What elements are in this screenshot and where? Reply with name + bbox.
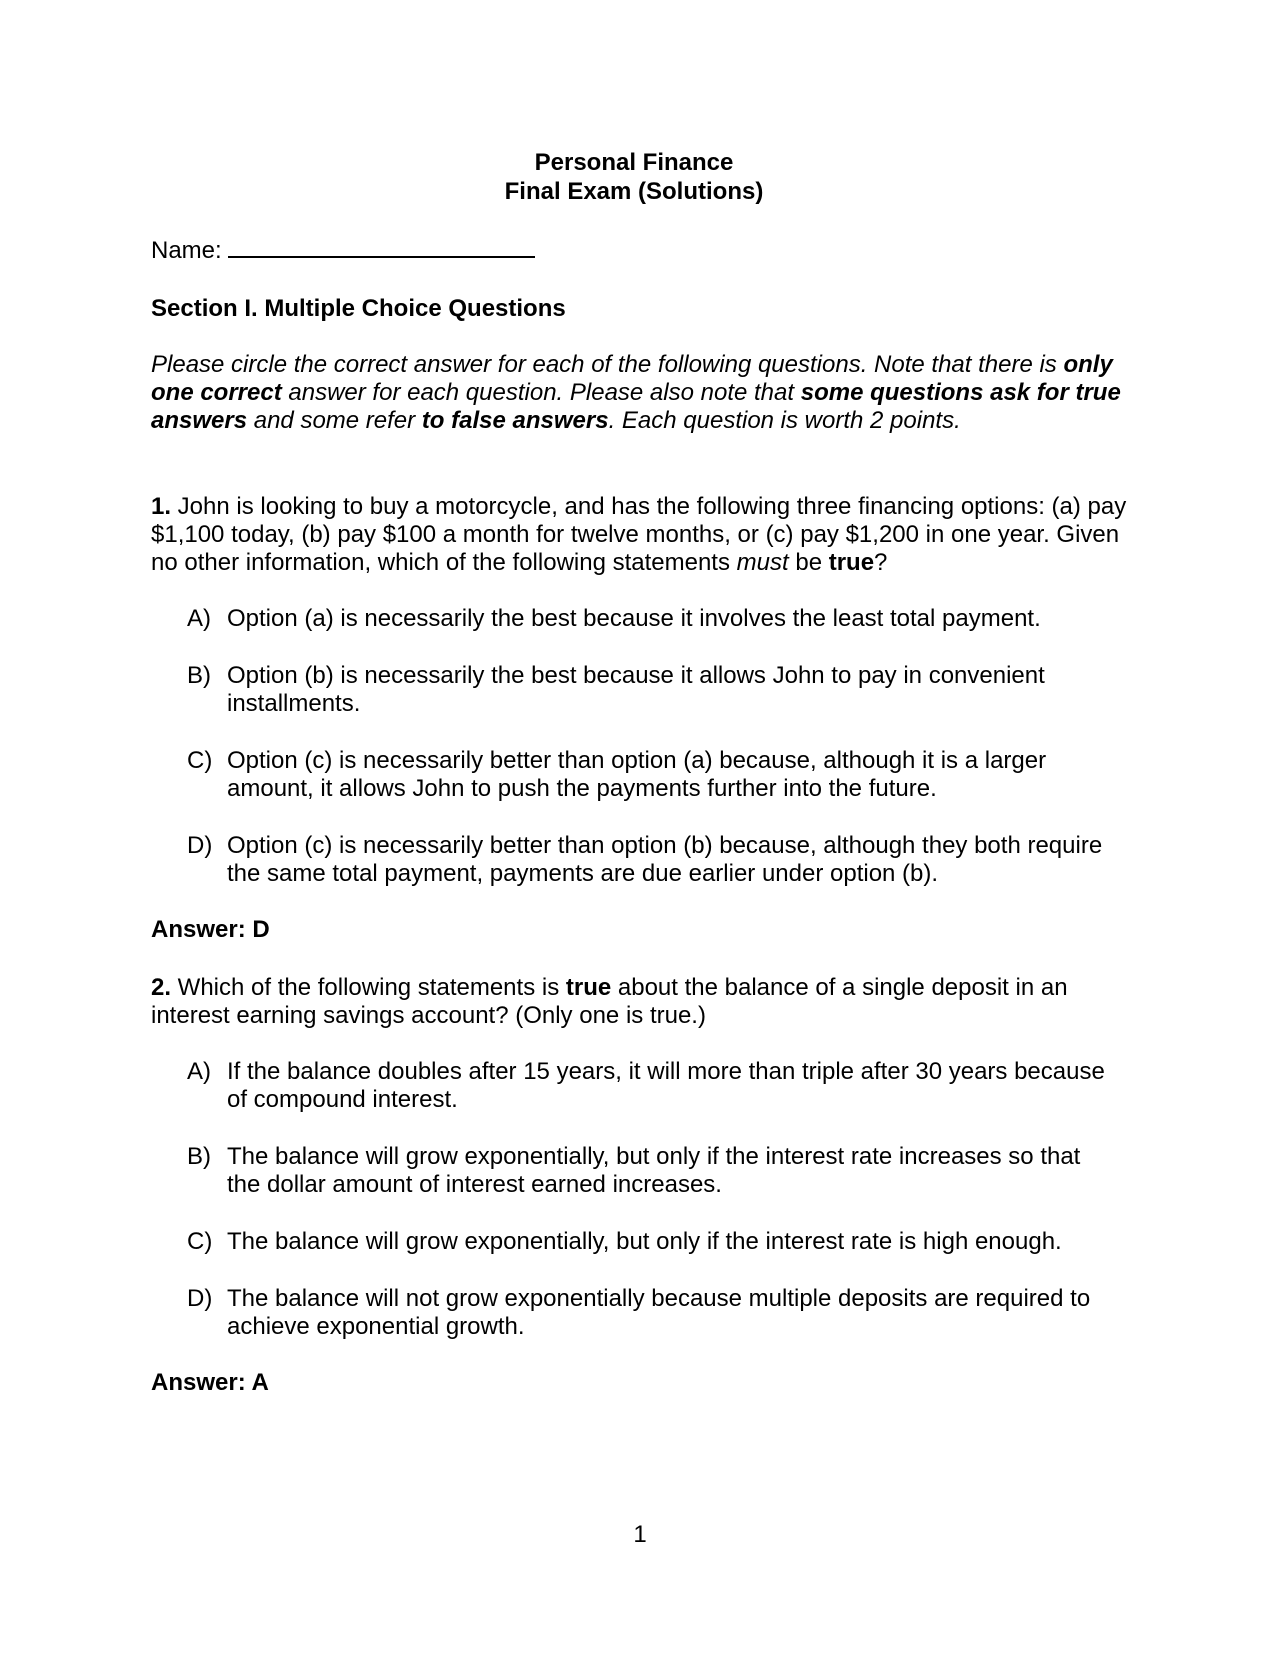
exam-page bbox=[151, 148, 1131, 1397]
instructions-emphasis: some questions ask for true answers bbox=[151, 379, 1121, 434]
name-row bbox=[151, 234, 1131, 265]
question-2-options bbox=[187, 1058, 1131, 1341]
option-letter: B) bbox=[187, 1143, 211, 1170]
option-c[interactable] bbox=[187, 1228, 1131, 1256]
option-letter: D) bbox=[187, 1285, 213, 1312]
option-text: Option (a) is necessarily the best because it involves the least total payment. bbox=[227, 605, 1041, 632]
answer-1: Answer: D bbox=[151, 916, 270, 943]
option-text: Option (c) is necessarily better than option (a) because, although it is a larger amount, it allows John to push the payments further into the future. bbox=[227, 747, 1047, 802]
answer-2: Answer: A bbox=[151, 1369, 269, 1396]
question-emphasis: must bbox=[736, 549, 789, 576]
question-emphasis: true bbox=[565, 974, 612, 1001]
question-text: be bbox=[788, 549, 829, 576]
question-text: John is looking to buy a motorcycle, and has the following three financing options: (a) pay $1,100 today, (b) pay $100 a month for twelve months, or (c) pay $1,200 in one year. Given no other information, which of the following statements bbox=[151, 493, 1127, 576]
question-1 bbox=[151, 493, 1131, 944]
option-letter: C) bbox=[187, 1228, 213, 1255]
page-number: 1 bbox=[633, 1521, 647, 1548]
name-blank-line bbox=[228, 234, 535, 258]
instructions-text: Please circle the correct answer for each of the following questions. Note that there is bbox=[151, 351, 1064, 378]
option-a[interactable] bbox=[187, 1058, 1131, 1114]
option-text: Option (c) is necessarily better than option (b) because, although they both require the same total payment, payments are due earlier under option (b). bbox=[227, 832, 1103, 887]
name-label: Name: bbox=[151, 237, 222, 264]
question-2 bbox=[151, 974, 1131, 1397]
instructions-emphasis: to false answers bbox=[421, 407, 609, 434]
question-1-options bbox=[187, 605, 1131, 888]
option-letter: C) bbox=[187, 747, 213, 774]
option-a[interactable] bbox=[187, 605, 1131, 633]
question-2-stem bbox=[151, 974, 1131, 1030]
option-letter: A) bbox=[187, 605, 211, 632]
section-heading: Section I. Multiple Choice Questions bbox=[151, 295, 566, 322]
option-text: The balance will not grow exponentially because multiple deposits are required to achieve exponential growth. bbox=[227, 1285, 1091, 1340]
option-d[interactable] bbox=[187, 832, 1131, 888]
option-b[interactable] bbox=[187, 1143, 1131, 1199]
option-letter: D) bbox=[187, 832, 213, 859]
option-c[interactable] bbox=[187, 747, 1131, 803]
option-text: Option (b) is necessarily the best because it allows John to pay in convenient installments. bbox=[227, 662, 1045, 717]
exam-header bbox=[137, 148, 1131, 206]
option-text: If the balance doubles after 15 years, it will more than triple after 30 years because of compound interest. bbox=[227, 1058, 1105, 1113]
question-1-stem bbox=[151, 493, 1131, 577]
instructions-text: answer for each question. Please also note that bbox=[281, 379, 801, 406]
instructions-emphasis: only one correct bbox=[151, 351, 1113, 406]
instructions-text: and some refer bbox=[247, 407, 422, 434]
question-text: Which of the following statements is bbox=[171, 974, 566, 1001]
option-letter: A) bbox=[187, 1058, 211, 1085]
option-b[interactable] bbox=[187, 662, 1131, 718]
question-number: 2. bbox=[151, 974, 172, 1001]
option-text: The balance will grow exponentially, but only if the interest rate increases so that the dollar amount of interest earned increases. bbox=[227, 1143, 1081, 1198]
question-number: 1. bbox=[151, 493, 172, 520]
option-d[interactable] bbox=[187, 1285, 1131, 1341]
instructions bbox=[151, 351, 1131, 435]
course-title: Personal Finance bbox=[534, 149, 734, 176]
instructions-text: . Each question is worth 2 points. bbox=[608, 407, 961, 434]
option-letter: B) bbox=[187, 662, 211, 689]
question-text: ? bbox=[874, 549, 888, 576]
exam-title: Final Exam (Solutions) bbox=[504, 178, 764, 205]
option-text: The balance will grow exponentially, but only if the interest rate is high enough. bbox=[227, 1228, 1062, 1255]
question-emphasis: true bbox=[828, 549, 875, 576]
question-text: about the balance of a single deposit in an interest earning savings account? (Only one is true.) bbox=[151, 974, 1068, 1029]
